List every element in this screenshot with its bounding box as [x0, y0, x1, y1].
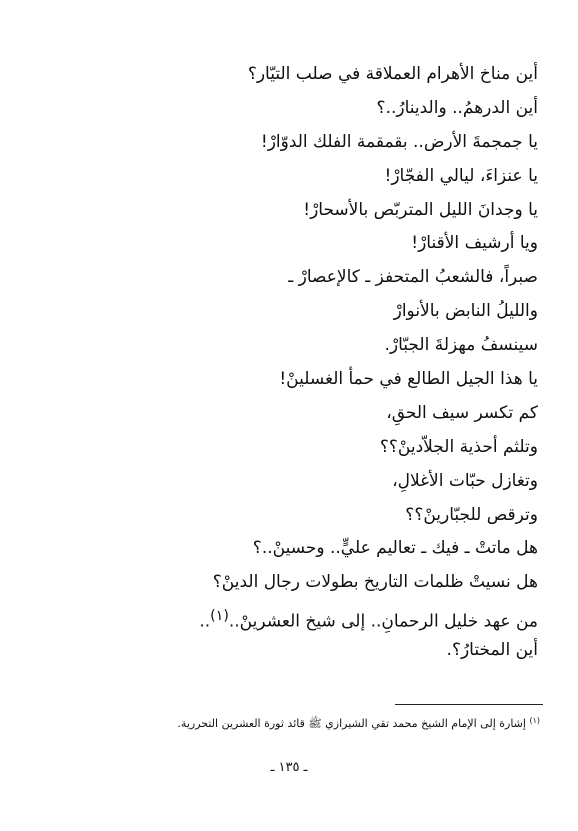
verse-line — [68, 532, 538, 566]
verse-text: وتلثم أحذية الجلاّدينْ؟؟ — [379, 436, 538, 457]
verse-text: أين مناخ الأهرام العملاقة في صلب التيّار؟ — [247, 64, 538, 84]
verse-text: وتغازل حبّات الأغلالِ، — [392, 470, 538, 491]
verse-text: أين المختارُ؟. — [446, 640, 538, 661]
verse-line — [68, 295, 538, 329]
footnote — [40, 716, 540, 732]
verse-text: كم تكسر سيف الحقِ، — [386, 402, 538, 423]
verse-line — [68, 261, 538, 295]
verse-line — [68, 227, 538, 261]
verse-text: ويا أرشيف الأقنارْ! — [411, 233, 538, 254]
verse-line — [68, 634, 538, 668]
verse-text: يا جمجمةَ الأرض.. بقمقمة الفلك الدوّارْ! — [260, 131, 538, 152]
verse-text: سينسفُ مهزلةَ الجبّارْ. — [384, 335, 538, 356]
verse-text: والليلُ النابض بالأنوارْ — [393, 301, 538, 322]
verse-line — [68, 499, 538, 533]
verse-line — [68, 160, 538, 194]
poem-verses — [68, 58, 538, 668]
verse-text: وترقص للجبّارينْ؟؟ — [405, 504, 538, 525]
verse-text: أين الدرهمُ.. والدينارُ..؟ — [376, 97, 538, 118]
verse-text: هل نسيتْ ظلمات التاريخ بطولات رجال الدينْ؟ — [212, 572, 538, 593]
verse-text: يا عنزاءَ، ليالي الفجّارْ! — [384, 165, 538, 186]
page-number: ـ ١٣٥ ـ — [270, 760, 308, 775]
verse-line — [68, 58, 538, 92]
footnote-marker: (١) — [529, 716, 540, 725]
verse-text: هل ماتتْ ـ فيك ـ تعاليم عليٍّ.. وحسينْ..؟ — [252, 538, 538, 559]
verse-line — [68, 194, 538, 228]
verse-line: من عهد خليل الرحمانِ.. إلى شيخ العشرينْ..$^{(١)}$.. — [199, 608, 538, 632]
footnote-separator — [395, 704, 543, 705]
verse-text: يا هذا الجيل الطالع في حمأ الغسلينْ! — [279, 369, 538, 390]
verse-line — [68, 363, 538, 397]
verse-line — [68, 92, 538, 126]
verse-line — [68, 329, 538, 363]
verse-text: من عهد خليل الرحمانِ.. إلى شيخ العشرينْ.. — [228, 611, 538, 632]
footnote-reference[interactable]: (١) — [210, 608, 229, 625]
verse-line — [68, 431, 538, 465]
verse-line — [68, 397, 538, 431]
footnote-text: إشارة إلى الإمام الشيخ محمد تقي الشيرازي ﷺ قائد ثورة العشرين التحررية. — [177, 717, 526, 730]
verse-text: صبراً، فالشعبُ المتحفز ـ كالإعصارْ ـ — [288, 267, 538, 288]
verse-line — [68, 465, 538, 499]
verse-text: يا وجدانَ الليل المتربّص بالأسحارْ! — [303, 199, 538, 220]
verse-line — [68, 566, 538, 600]
verse-line — [68, 126, 538, 160]
